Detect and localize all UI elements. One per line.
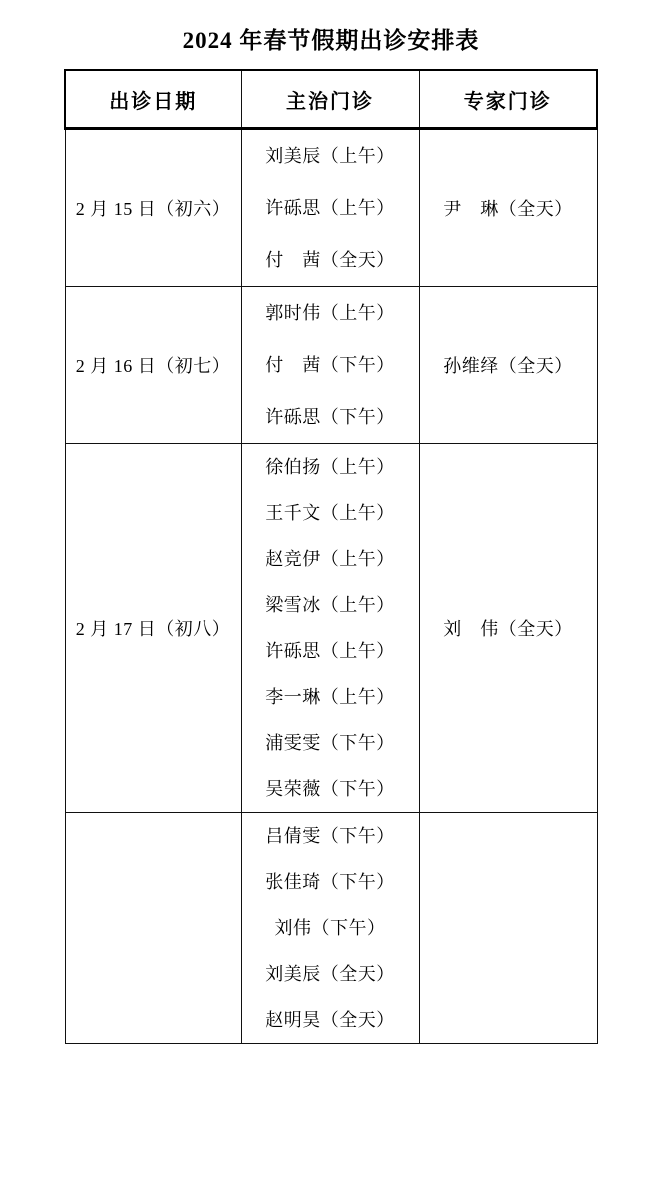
clinic-name: 吕倩雯（下午） xyxy=(265,826,395,846)
cell-main-clinic xyxy=(241,129,419,287)
table-header xyxy=(65,70,597,129)
clinic-name: 刘伟（下午） xyxy=(274,918,386,938)
clinic-name: 吴荣薇（下午） xyxy=(265,779,395,799)
cell-expert-clinic: 刘 伟（全天） xyxy=(419,444,597,813)
cell-main-clinic xyxy=(241,444,419,813)
cell-expert-clinic xyxy=(419,813,597,1044)
table-row xyxy=(65,444,597,813)
clinic-name: 徐伯扬（上午） xyxy=(265,457,395,477)
clinic-name: 许砾思（下午） xyxy=(265,407,395,427)
clinic-name: 浦雯雯（下午） xyxy=(265,733,395,753)
column-header-main-clinic: 主治门诊 xyxy=(241,70,419,129)
clinic-name: 许砾思（上午） xyxy=(265,198,395,218)
cell-main-clinic xyxy=(241,287,419,444)
cell-date xyxy=(65,813,241,1044)
cell-expert-clinic: 尹 琳（全天） xyxy=(419,129,597,287)
schedule-table xyxy=(64,69,598,1044)
page-title: 2024 年春节假期出诊安排表 xyxy=(182,28,480,53)
main-clinic-name-list xyxy=(242,444,419,812)
clinic-name: 王千文（上午） xyxy=(265,503,395,523)
table-row xyxy=(65,287,597,444)
cell-date: 2 月 17 日（初八） xyxy=(65,444,241,813)
clinic-name: 刘美辰（上午） xyxy=(265,146,395,166)
cell-expert-clinic: 孙维绎（全天） xyxy=(419,287,597,444)
clinic-name: 梁雪冰（上午） xyxy=(265,595,395,615)
table-row xyxy=(65,129,597,287)
clinic-name: 张佳琦（下午） xyxy=(265,872,395,892)
clinic-name: 郭时伟（上午） xyxy=(265,303,395,323)
clinic-name: 刘美辰（全天） xyxy=(265,964,395,984)
clinic-name: 许砾思（上午） xyxy=(265,641,395,661)
column-header-expert-clinic: 专家门诊 xyxy=(419,70,597,129)
table-row xyxy=(65,813,597,1044)
table-header-row xyxy=(65,70,597,129)
main-clinic-name-list xyxy=(242,813,419,1043)
clinic-name: 付 茜（全天） xyxy=(265,250,395,270)
clinic-name: 付 茜（下午） xyxy=(265,355,395,375)
cell-date: 2 月 16 日（初七） xyxy=(65,287,241,444)
main-clinic-name-list xyxy=(242,130,419,286)
clinic-name: 赵竞伊（上午） xyxy=(265,549,395,569)
table-body xyxy=(65,129,597,1044)
cell-main-clinic xyxy=(241,813,419,1044)
clinic-name: 李一琳（上午） xyxy=(265,687,395,707)
main-clinic-name-list xyxy=(242,287,419,443)
column-header-date: 出诊日期 xyxy=(65,70,241,129)
cell-date: 2 月 15 日（初六） xyxy=(65,129,241,287)
clinic-name: 赵明昊（全天） xyxy=(265,1010,395,1030)
